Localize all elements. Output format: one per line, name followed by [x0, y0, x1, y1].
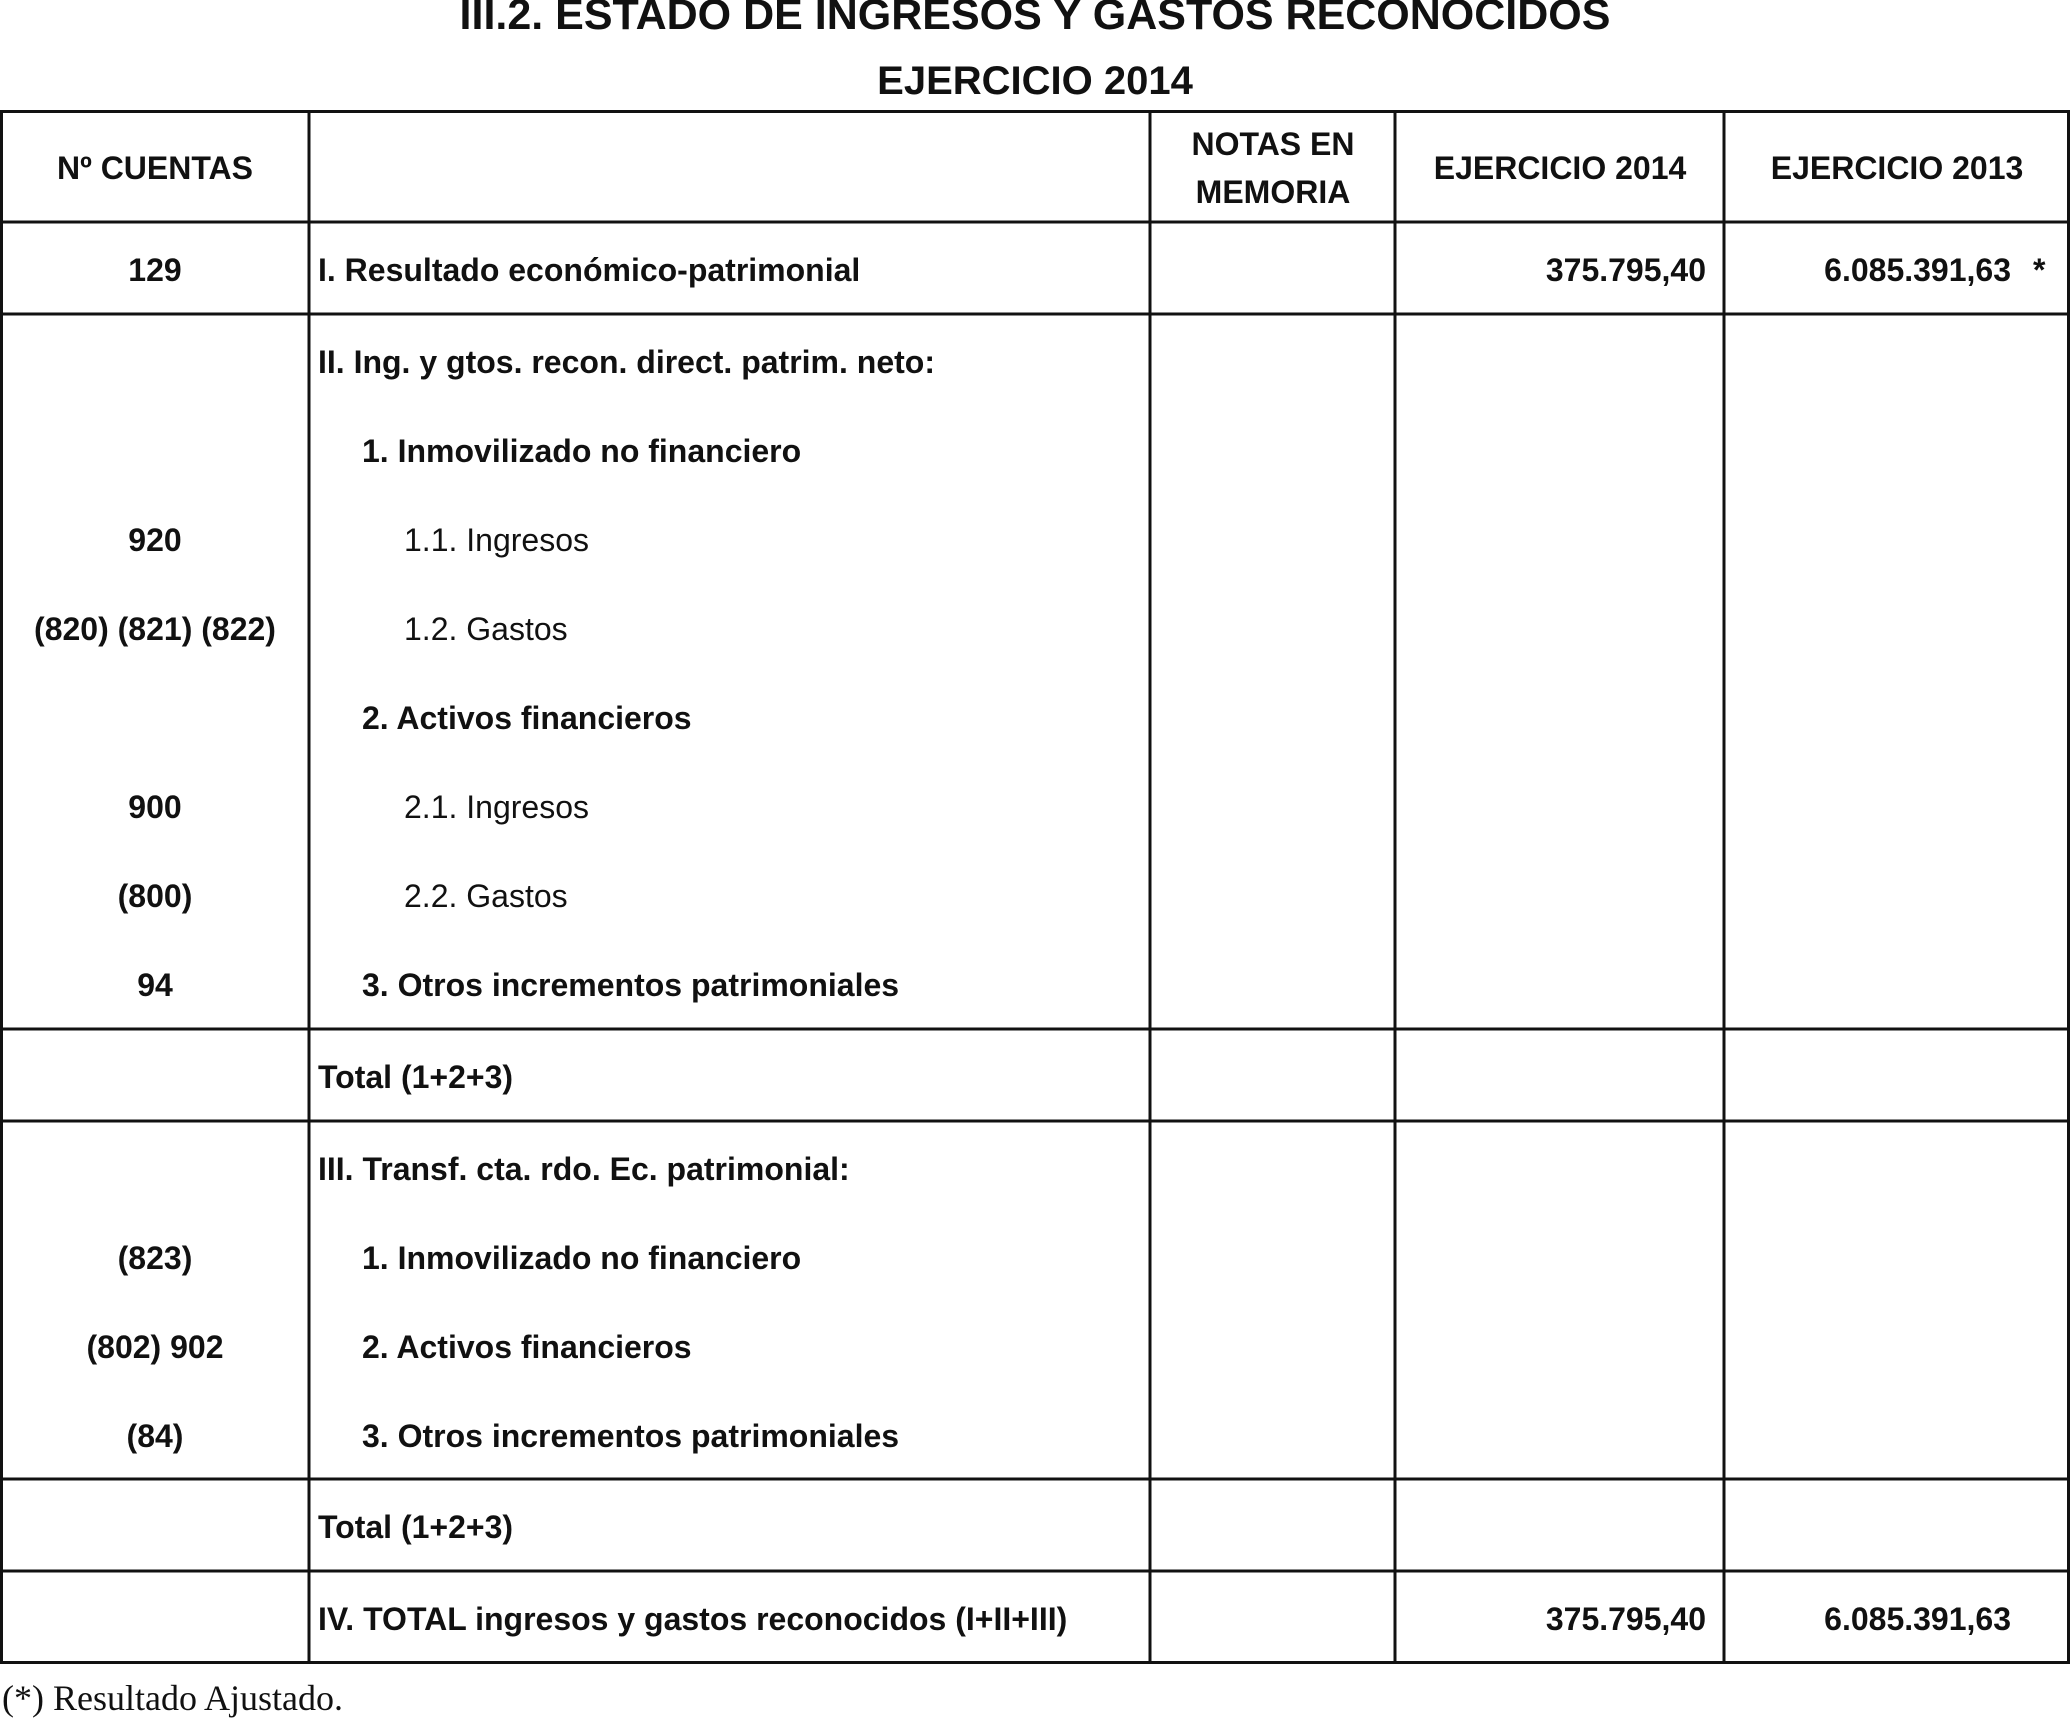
header-year-2013: EJERCICIO 2013: [1770, 150, 2024, 186]
header-accounts: Nº CUENTAS: [57, 150, 253, 186]
section-2-item-1-1-label: 1.1. Ingresos: [404, 522, 589, 558]
row-4-label: IV. TOTAL ingresos y gastos reconocidos (I+II+III): [318, 1601, 1068, 1637]
adjusted-mark: *: [2033, 252, 2046, 288]
section-2-group-2: 2. Activos financieros: [362, 700, 692, 736]
header-notes-line2: MEMORIA: [1195, 174, 1351, 210]
section-2-item-2-1-label: 2.1. Ingresos: [404, 789, 589, 825]
section-3-group-1-label: 1. Inmovilizado no financiero: [362, 1240, 802, 1276]
section-3-group-2-label: 2. Activos financieros: [362, 1329, 692, 1365]
section-2-item-2-2-account: (800): [117, 878, 193, 914]
row-1-account: 129: [128, 252, 182, 288]
section-3-group-3-label: 3. Otros incrementos patrimoniales: [362, 1418, 900, 1454]
section-3-heading: III. Transf. cta. rdo. Ec. patrimonial:: [318, 1151, 850, 1187]
row-1-value-2014: 375.795,40: [1545, 252, 1706, 288]
row-1-value-2013: 6.085.391,63: [1824, 252, 2011, 288]
section-2-total-label: Total (1+2+3): [318, 1059, 514, 1095]
section-2-heading: II. Ing. y gtos. recon. direct. patrim. neto:: [318, 344, 935, 380]
header-notes-line1: NOTAS EN: [1191, 126, 1355, 162]
row-4-value-2013: 6.085.391,63: [1824, 1601, 2011, 1637]
row-4-value-2014: 375.795,40: [1545, 1601, 1706, 1637]
section-2-item-1-1-account: 920: [128, 522, 182, 558]
section-2-item-1-2-account: (820) (821) (822): [34, 611, 276, 647]
section-2-group-3-label: 3. Otros incrementos patrimoniales: [362, 967, 900, 1003]
section-2-item-2-2-label: 2.2. Gastos: [404, 878, 568, 914]
section-3-group-2-account: (802) 902: [86, 1329, 224, 1365]
section-2-item-1-2-label: 1.2. Gastos: [404, 611, 568, 647]
footnote: (*) Resultado Ajustado.: [2, 1678, 343, 1718]
page-subtitle: EJERCICIO 2014: [877, 59, 1193, 103]
section-2-item-2-1-account: 900: [128, 789, 182, 825]
section-3-total-label: Total (1+2+3): [318, 1509, 514, 1545]
section-3-group-3-account: (84): [126, 1418, 184, 1454]
section-3-group-1-account: (823): [117, 1240, 193, 1276]
row-1-label: I. Resultado económico-patrimonial: [318, 252, 861, 288]
section-2-group-1: 1. Inmovilizado no financiero: [362, 433, 802, 469]
page-title: III.2. ESTADO DE INGRESOS Y GASTOS RECONOCIDOS: [459, 0, 1611, 39]
section-2-group-3-account: 94: [137, 967, 173, 1003]
header-year-2014: EJERCICIO 2014: [1433, 150, 1687, 186]
